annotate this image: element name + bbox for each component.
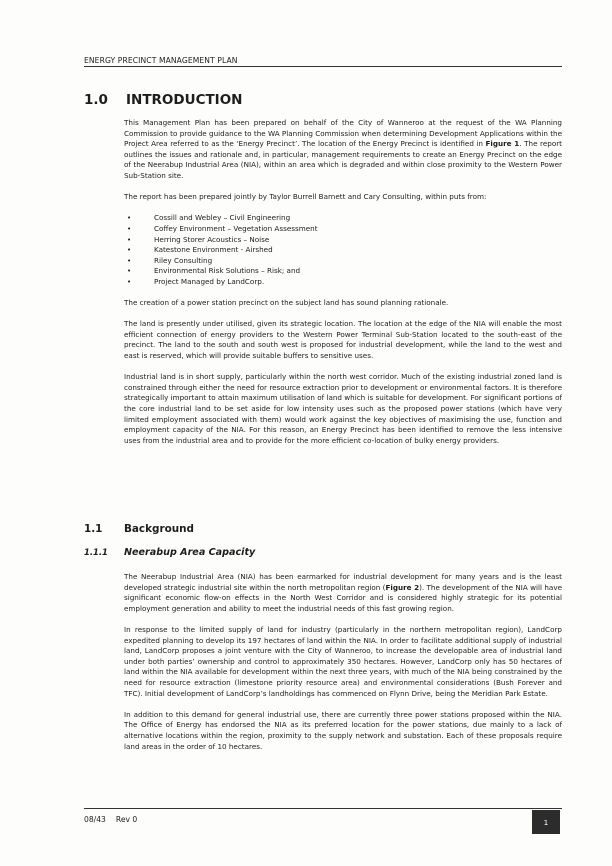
list-item: • Project Managed by LandCorp.	[124, 277, 562, 288]
running-header: ENERGY PRECINCT MANAGEMENT PLAN	[84, 56, 238, 65]
background-paragraph-3: In addition to this demand for general industrial use, there are currently three power stations proposed within the NIA. The Office of Energy has endorsed the NIA as its preferred location for the power stations, due mainly to a lack of alternative locations within the region, proximity to the supply network and substation. Each of these proposals require land areas in the order of 10 hectares.	[124, 709, 562, 751]
footer-rule	[84, 808, 562, 809]
section-number: 1.0	[84, 92, 108, 108]
section-title: INTRODUCTION	[126, 92, 243, 108]
revision-label: Rev 0	[115, 815, 138, 824]
background-body	[124, 572, 562, 763]
list-item: • Katestone Environment - Airshed	[124, 245, 562, 256]
subsection-heading-neerabup	[84, 547, 255, 558]
page-footer	[84, 815, 147, 824]
subsection-title: Neerabup Area Capacity	[124, 547, 256, 558]
document-reference: 08/43	[84, 815, 106, 824]
page-number-badge: 1	[532, 810, 560, 834]
list-item: • Riley Consulting	[124, 256, 562, 267]
section-number: 1.1	[84, 523, 103, 535]
contributor-list	[124, 213, 562, 287]
list-item: • Coffey Environment – Vegetation Assessment	[124, 224, 562, 235]
list-item: • Herring Storer Acoustics – Noise	[124, 235, 562, 246]
section-heading-background	[84, 523, 194, 535]
section-title: Background	[124, 523, 194, 535]
subsection-number: 1.1.1	[84, 547, 108, 557]
intro-paragraph-5: Industrial land is in short supply, particularly within the north west corridor. Much of the existing industrial zoned land is constrained through either the need for resource extraction prior to development or environmental factors. It is therefore strategically important to attain maximum utilisation of land which is suitable for development. For significant portions of the core industrial land to be set aside for low intensity uses such as the proposed power stations (which have very limited employment associated with them) would work against the key objectives of maximising the use, function and employment capacity of the NIA. For this reason, an Energy Precinct has been identified to remove the less intensive uses from the industrial area and to provide for the more efficient co-location of bulky energy providers.	[124, 372, 563, 445]
header-rule	[84, 66, 562, 67]
figure-1-ref: Figure 1	[485, 139, 520, 149]
figure-2-ref: Figure 2	[385, 582, 420, 592]
list-item: • Cossill and Webley – Civil Engineering	[124, 213, 562, 224]
intro-paragraph-2: The report has been prepared jointly by Taylor Burrell Barnett and Cary Consulting, within puts from:	[124, 192, 487, 202]
background-paragraph-1: The Neerabup Industrial Area (NIA) has been earmarked for industrial development for many years and is the least developed strategic industrial site within the north metropolitan region (Figure 2). The development of the NIA will have significant economic flow-on effects in the North West Corridor and is considered highly strategic for its potential employment generation and ability to meet the industrial needs of this fast growing region.	[124, 572, 562, 613]
intro-paragraph-4: The land is presently under utilised, given its strategic location. The location at the edge of the NIA will enable the most efficient connection of energy providers to the Western Power Terminal Sub-Station located to the south-east of the precinct. The land to the south and south west is proposed for industrial development, while the land to the west and east is reserved, which will provide suitable buffers to sensitive uses.	[124, 319, 562, 361]
introduction-body	[124, 118, 562, 457]
section-heading-introduction	[84, 92, 242, 108]
intro-paragraph-3: The creation of a power station precinct on the subject land has sound planning rationale.	[124, 298, 449, 308]
intro-paragraph-1: This Management Plan has been prepared on behalf of the City of Wanneroo at the request of the WA Planning Commission to provide guidance to the WA Planning Commission when determining Development Applications within the Project Area referred to as the ‘Energy Precinct’. The location of the Energy Precinct is identified in Figure 1. The report outlines the issues and rationale and, in particular, management requirements to create an Energy Precinct on the edge of the Neerabup Industrial Area (NIA), within an area which is degraded and within close proximity to the Western Power Sub-Station site.	[124, 118, 562, 180]
list-item: • Environmental Risk Solutions – Risk; and	[124, 266, 562, 277]
background-paragraph-2: In response to the limited supply of land for industry (particularly in the northern metropolitan region), LandCorp expedited planning to develop its 197 hectares of land within the NIA. In order to facilitate additional supply of industrial land, LandCorp proposes a joint venture with the City of Wanneroo, to increase the developable area of industrial land under both parties’ ownership and control to approximately 350 hectares. However, LandCorp only has 50 hectares of land within the NIA available for development within the next three years, with much of the NIA being constrained by the need for resource extraction (limestone priority resource area) and environmental considerations (Bush Forever and TFC). Initial development of LandCorp’s landholdings has commenced on Flynn Drive, being the Meridian Park Estate.	[124, 624, 562, 698]
